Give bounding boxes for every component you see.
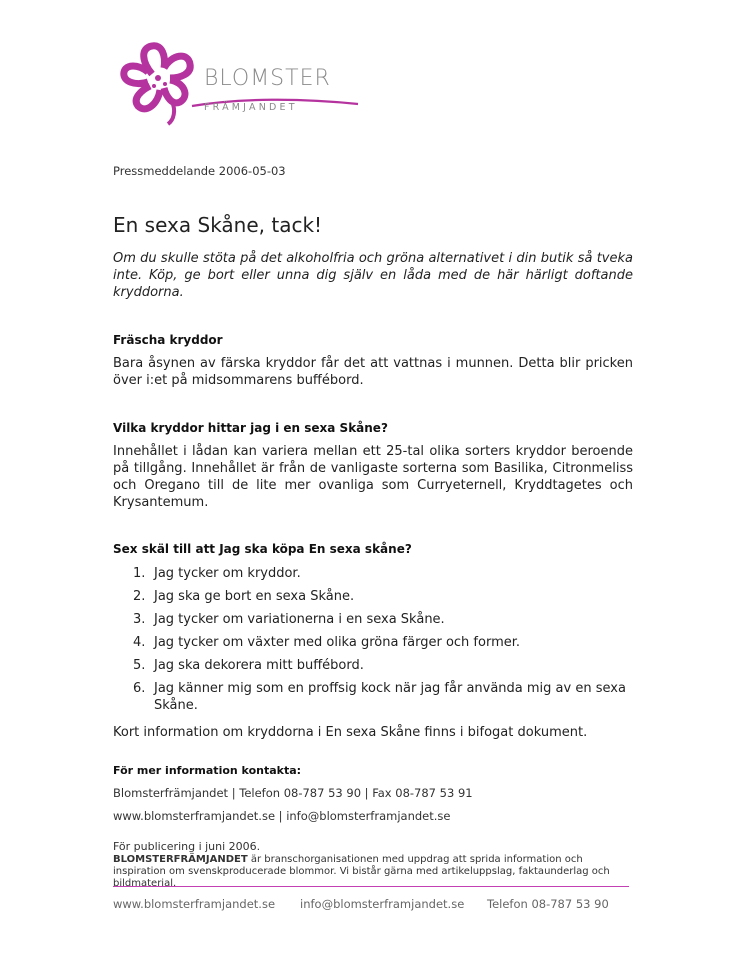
list-item: 4. Jag tycker om växter med olika gröna färger och former. [133,635,521,650]
org-description: är branschorganisationen med uppdrag att sprida information och inspiration om svenskproducerade blommor. Vi bistår gärna med artikeluppslag, faktaunderlag och bildmaterial. [113,854,610,889]
org-name: BLOMSTERFRÄMJANDET [113,854,248,865]
divider [113,886,629,887]
contact-web-line[interactable]: www.blomsterframjandet.se | info@blomsterframjandet.se [113,809,451,823]
section-heading-which-herbs: Vilka kryddor hittar jag i en sexa Skåne? [113,421,388,435]
section-body-fresh-herbs: Bara åsynen av färska kryddor får det att vattnas i munnen. Detta blir pricken över i:et på midsommarens buffébord. [113,356,633,388]
publication-note: För publicering i juni 2006. [113,840,261,853]
reasons-list [113,565,633,720]
contact-phone-line: Blomsterfrämjandet | Telefon 08-787 53 90 | Fax 08-787 53 91 [113,786,473,800]
list-item: 1. Jag tycker om kryddor. [133,566,301,581]
page-title: En sexa Skåne, tack! [113,213,323,237]
footer-email-link[interactable]: info@blomsterframjandet.se [300,897,465,911]
list-item: 6. Jag känner mig som en proffsig kock när jag får använda mig av en sexa Skåne. [133,681,626,713]
contact-heading: För mer information kontakta: [113,764,302,777]
list-item: 2. Jag ska ge bort en sexa Skåne. [133,589,355,604]
lead-paragraph: Om du skulle stöta på det alkoholfria och gröna alternativet i din butik så tveka inte. Köp, ge bort eller unna dig själv en låda med de här härligt doftande kryddorna. [113,251,633,300]
logo [112,40,362,130]
flower-logo-icon [112,40,208,130]
list-item: 3. Jag tycker om variationerna i en sexa Skåne. [133,612,445,627]
closing-paragraph: Kort information om kryddorna i En sexa Skåne finns i bifogat dokument. [113,725,588,740]
logo-subtitle: FRÄMJANDET [204,102,298,113]
section-body-which-herbs: Innehållet i lådan kan variera mellan ett 25-tal olika sorters kryddor beroende på tillgång. Innehållet är från de vanligaste sorterna som Basilika, Citronmeliss och Oregano till de lite mer ovanliga som Curryeternell, Kryddtagetes och Krysantemum. [113,444,633,510]
section-heading-six-reasons: Sex skäl till att Jag ska köpa En sexa skåne? [113,542,412,556]
section-heading-fresh-herbs: Fräscha kryddor [113,333,223,347]
footnote [113,841,633,890]
logo-wordmark: BLOMSTER [204,66,331,91]
press-release-date: Pressmeddelande 2006-05-03 [113,164,286,178]
footer-website-link[interactable]: www.blomsterframjandet.se [113,897,276,911]
footer-phone: Telefon 08-787 53 90 [487,897,609,911]
list-item: 5. Jag ska dekorera mitt buffébord. [133,658,364,673]
